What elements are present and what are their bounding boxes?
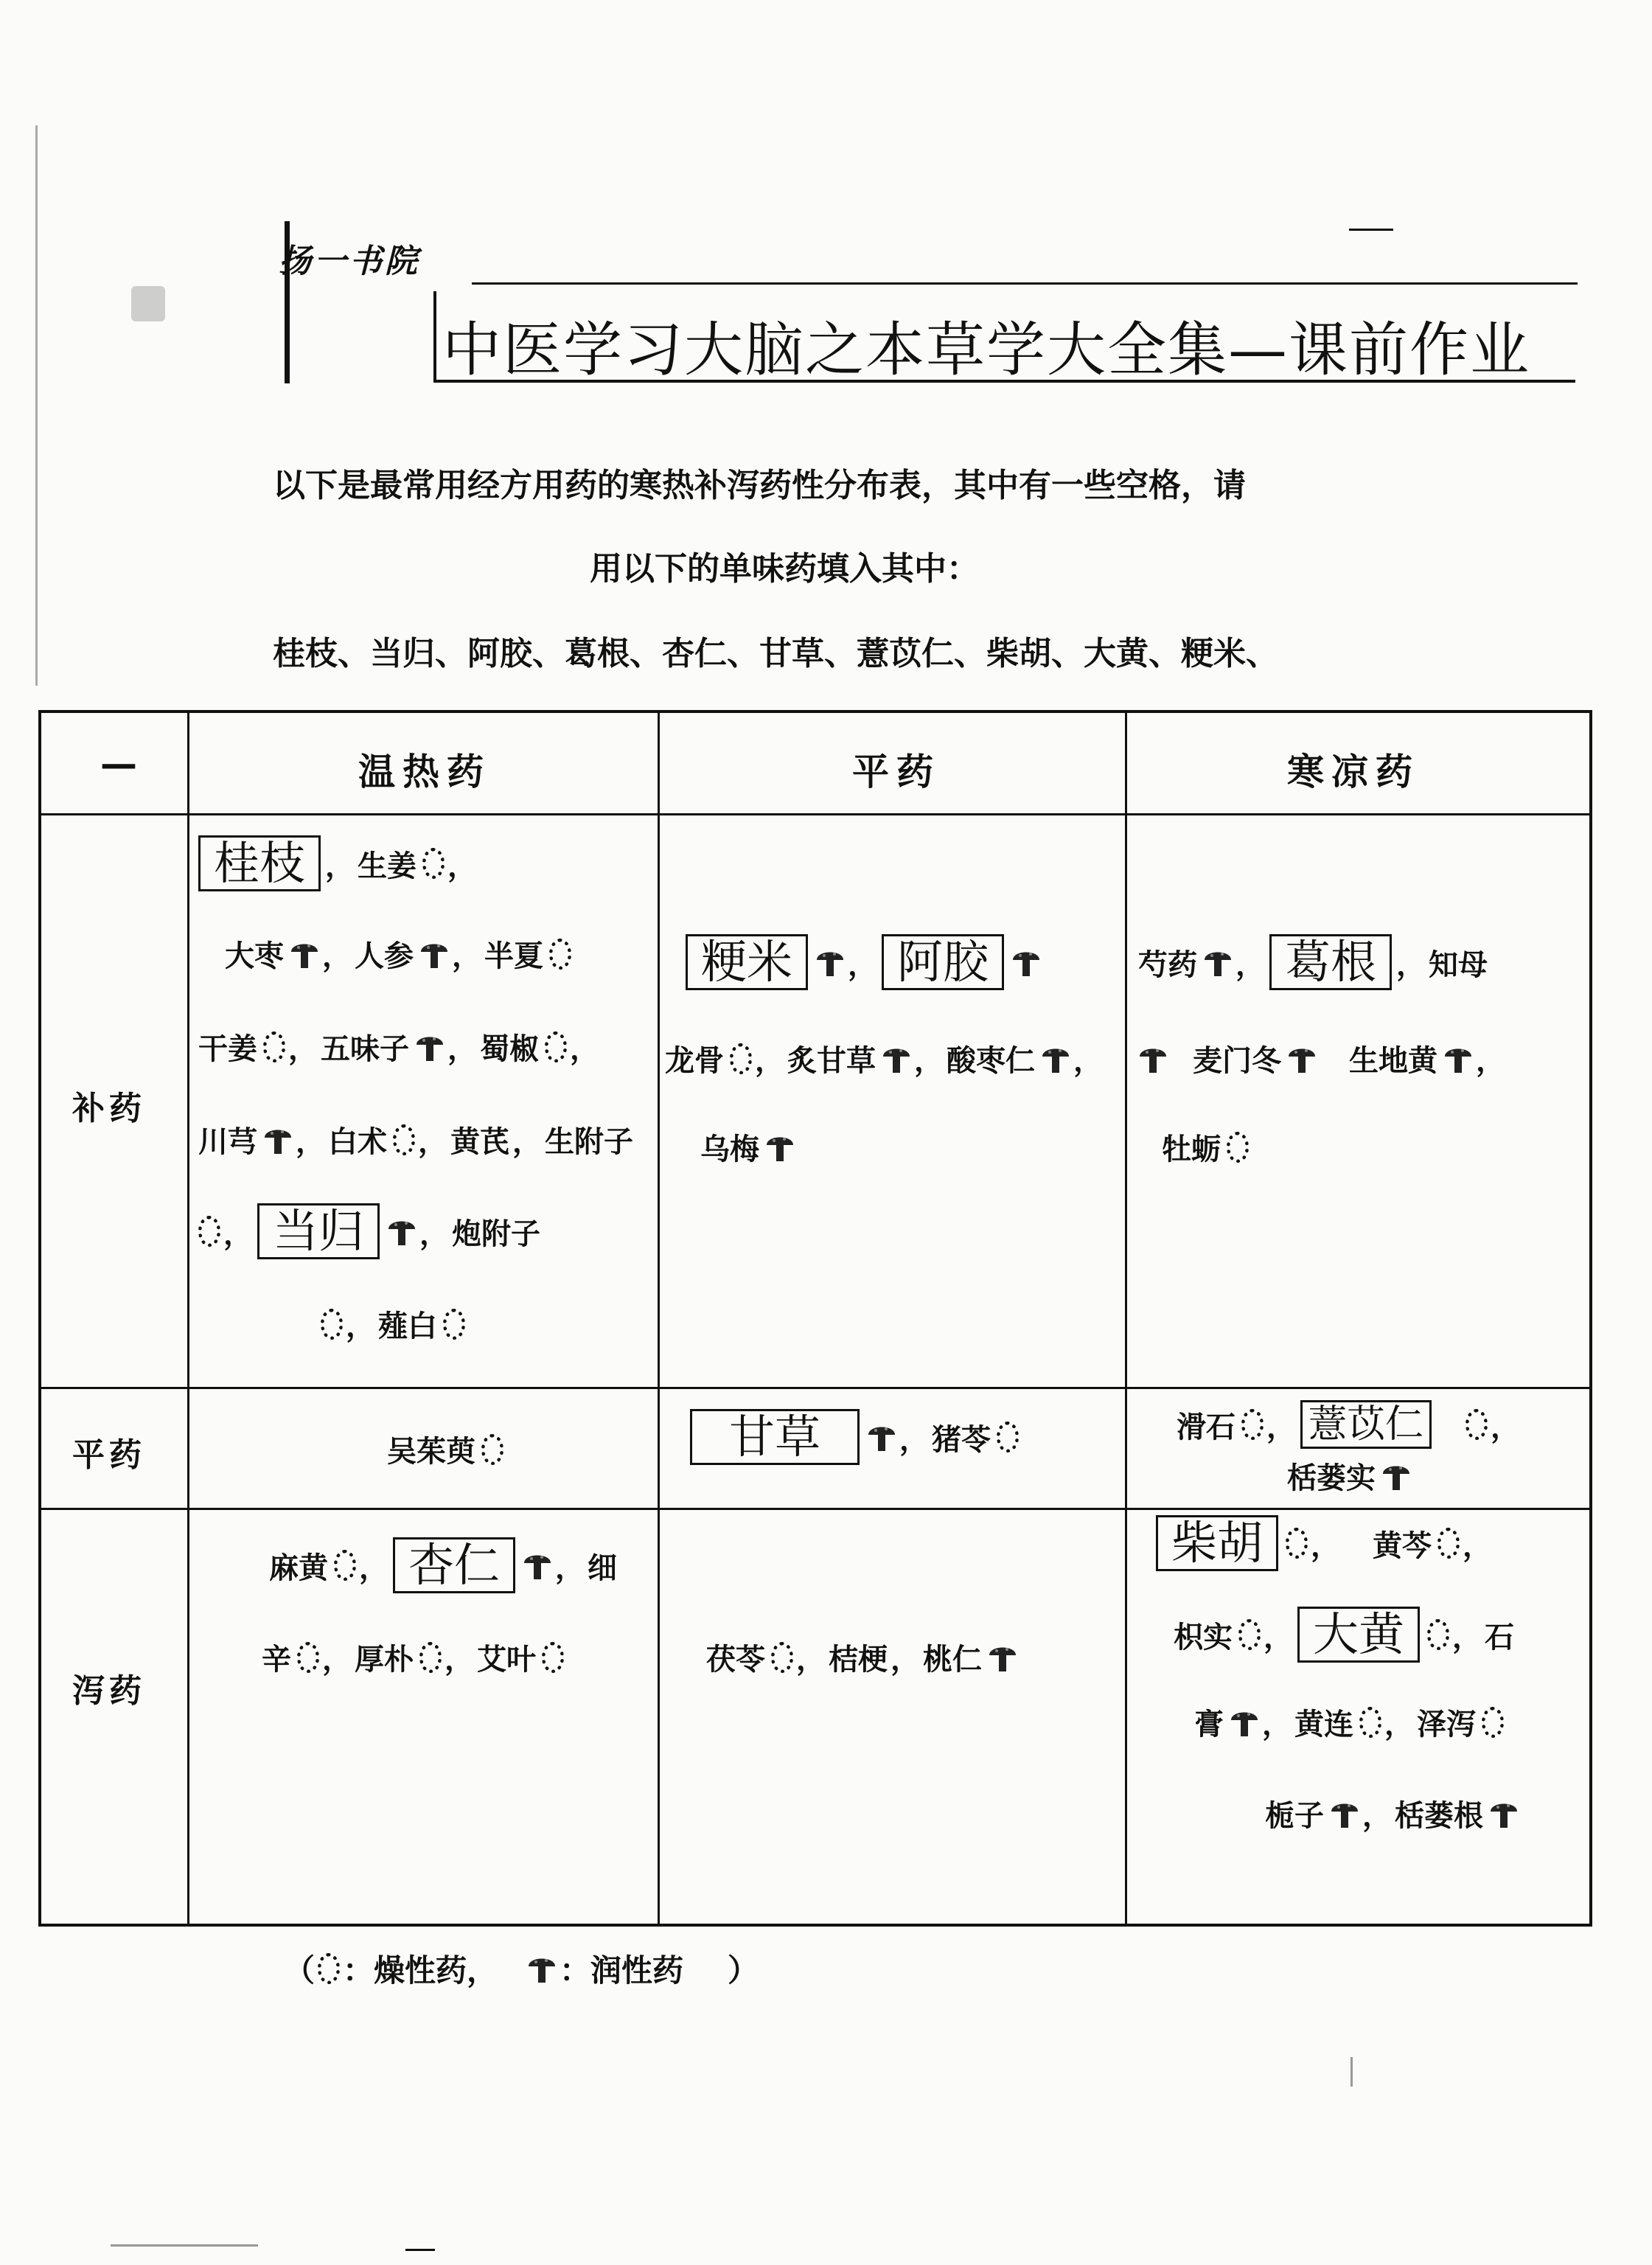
herb: 黄芪 [450,1124,509,1159]
scan-mark [111,2244,258,2247]
row-header-purge: 泻药 [72,1672,146,1710]
herb: 酸枣仁 [947,1043,1035,1078]
col-header-warm: 温热药 [358,751,491,793]
filled-answer: 大黄 [1297,1607,1420,1663]
mushroom-icon [882,1042,911,1076]
dotted-circle-icon [334,1550,356,1581]
mushroom-icon [1041,1042,1070,1076]
col-header-cold: 寒凉药 [1287,751,1420,793]
row-header-tonic: 补药 [72,1090,146,1127]
dotted-circle-icon [1286,1528,1308,1559]
dotted-circle-icon [1482,1707,1504,1738]
herb: 半夏 [484,939,543,973]
herb: 薤白 [378,1309,437,1343]
filled-answer: 桂枝 [198,835,321,891]
scan-mark [1349,229,1393,231]
herb: 石 [1485,1619,1515,1655]
mushroom-icon [1230,1705,1259,1739]
mushroom-icon [1287,1042,1317,1076]
dotted-circle-icon [771,1642,793,1673]
herb: 生附子 [545,1124,633,1159]
herb: 川芎 [198,1124,257,1159]
cell-purge-neutral: 茯苓 ， 桔梗 ， 桃仁 [662,1511,1123,1925]
herb: 猪苓 [932,1422,991,1457]
herb: 麻黄 [269,1550,328,1585]
cell-tonic-neutral: 粳米 ， 阿胶 龙骨 ， 炙甘草 ， 酸枣仁 ， 乌梅 [665,935,1103,1166]
mushroom-icon [1489,1797,1519,1831]
herb: 炙甘草 [787,1043,876,1078]
mushroom-icon [523,1548,552,1582]
col-header-neutral: 平药 [852,751,941,793]
row-header-neutral: 平药 [72,1436,146,1474]
dotted-circle-icon [1465,1409,1488,1440]
scan-edge-line [35,125,38,686]
mushroom-icon [290,937,319,971]
legend-close: ） [728,1952,759,1989]
herb: 生姜 [358,848,417,883]
legend [284,1946,759,1991]
dotted-circle-icon [1359,1707,1381,1738]
herb: 辛 [262,1642,291,1677]
scan-smudge [131,286,165,321]
cell-neutral-cold: 滑石 ， 薏苡仁 ， 栝蒌实 [1129,1390,1592,1506]
filled-answer: 葛根 [1269,934,1392,990]
herb: 栝蒌根 [1395,1798,1483,1833]
herb: 黄连 [1294,1707,1353,1742]
mushroom-icon [527,1952,557,1986]
cell-neutral-neutral: 甘草 ， 猪苓 [662,1390,1123,1506]
herb: 栀子 [1265,1798,1324,1833]
cell-purge-warm: 麻黄 ， 杏仁 ， 细 辛 ， 厚朴 ， 艾叶 [262,1538,618,1677]
herb: 龙骨 [665,1043,724,1078]
cell-neutral-warm [192,1390,657,1506]
dotted-circle-icon [1241,1409,1264,1440]
mushroom-icon [415,1030,445,1064]
scan-mark [1350,2057,1353,2087]
herb: 知母 [1429,947,1488,982]
dotted-circle-icon [297,1642,319,1673]
herb: 蜀椒 [480,1031,539,1066]
filled-answer: 柴胡 [1156,1515,1278,1571]
herb: 芍药 [1138,947,1197,982]
dotted-circle-icon [198,1216,220,1247]
dotted-circle-icon [1227,1132,1249,1163]
herb: 细 [588,1550,618,1585]
herb: 栝蒌实 [1287,1461,1376,1495]
intro-line-1: 以下是最常用经方用药的寒热补泻药性分布表，其中有一些空格，请 [273,467,1246,504]
mushroom-icon [867,1420,896,1454]
herb: 牡蛎 [1162,1132,1221,1166]
herb: 桃仁 [923,1642,982,1677]
mushroom-icon [387,1214,417,1248]
filled-answer: 杏仁 [393,1537,515,1593]
filled-answer: 当归 [257,1203,380,1259]
dotted-circle-icon [1238,1619,1261,1650]
filled-answer: 甘草 [690,1409,860,1465]
dotted-circle-icon [263,1031,285,1062]
dotted-circle-icon [997,1422,1019,1452]
herb: 人参 [355,939,414,973]
herb-list: 桂枝、当归、阿胶、葛根、杏仁、甘草、薏苡仁、柴胡、大黄、粳米、 [273,635,1278,672]
mushroom-icon [1330,1797,1359,1831]
herb: 桔梗 [829,1642,888,1677]
dotted-circle-icon [1427,1619,1449,1650]
mushroom-icon [1381,1459,1411,1493]
herb: 厚朴 [355,1642,414,1677]
scan-mark [405,2249,435,2251]
dotted-circle-icon [393,1124,415,1155]
dotted-circle-icon [419,1642,442,1673]
herb: 艾叶 [477,1642,536,1677]
herb: 枳实 [1174,1619,1233,1655]
herb: 泽泻 [1417,1707,1476,1742]
mushroom-icon [988,1641,1017,1674]
dotted-circle-icon [422,848,445,879]
legend-dry: ：燥性药， [343,1952,498,1989]
dotted-circle-icon [549,939,571,970]
dotted-circle-icon [321,1309,343,1340]
dotted-circle-icon [443,1309,465,1340]
legend-moist: ：润性药 [560,1952,684,1989]
herb: 膏 [1194,1707,1224,1742]
dotted-circle-icon [545,1031,567,1062]
mushroom-icon [765,1130,795,1164]
herb: 炮附子 [452,1216,541,1251]
cell-purge-cold: 柴胡 ， 黄芩 ， 枳实 ， 大黄 ， 石 膏 ， 黄连 ， 泽泻 栀子 ， 栝蒌根 [1129,1511,1592,1925]
dotted-circle-icon [318,1953,340,1984]
herb: 大枣 [225,939,284,973]
intro-line-2: 用以下的单味药填入其中： [590,550,979,588]
mushroom-icon [1203,945,1233,979]
herb: 黄芩 [1373,1528,1432,1563]
legend-open: （ [284,1952,316,1989]
herb: 滑石 [1177,1409,1235,1444]
herb: 生地黄 [1349,1043,1437,1078]
cell-tonic-cold: 芍药 ， 葛根 ， 知母 麦门冬 生地黄 ， 牡蛎 [1138,935,1505,1166]
mushroom-icon [419,937,449,971]
dotted-circle-icon [1437,1528,1460,1559]
page-title: 中医学习大脑之本草学大全集—课前作业 [442,316,1530,384]
header-rule [472,282,1578,285]
cell-tonic-warm: 桂枝 ， 生姜 ， 大枣 ， 人参 ， 半夏 干姜 ， 五味子 ， 蜀椒 ， 川芎 ， 白术 ， 黄芪 ， 生附子 ， 当归 ， 炮附子 ， 薤白 [198,836,633,1343]
mushroom-icon [1443,1042,1473,1076]
dotted-circle-icon [730,1043,752,1074]
table-corner: — [100,742,144,785]
mushroom-icon [815,945,845,979]
herb: 麦门冬 [1193,1043,1281,1078]
herb: 干姜 [198,1031,257,1066]
herb: 白术 [328,1124,387,1159]
filled-answer: 薏苡仁 [1300,1400,1432,1449]
dotted-circle-icon [542,1642,564,1673]
brand-name: 扬一书院 [279,243,420,280]
filled-answer: 粳米 [686,934,808,990]
mushroom-icon [1011,945,1041,979]
herb-property-table [38,710,1592,1927]
mushroom-icon [263,1123,293,1157]
herb: 乌梅 [700,1132,759,1166]
herb: 吴茱萸 [387,1434,475,1469]
filled-answer: 阿胶 [882,934,1004,990]
herb: 五味子 [321,1031,409,1066]
herb: 茯苓 [706,1642,765,1677]
dotted-circle-icon [481,1434,503,1465]
mushroom-icon [1138,1042,1168,1076]
